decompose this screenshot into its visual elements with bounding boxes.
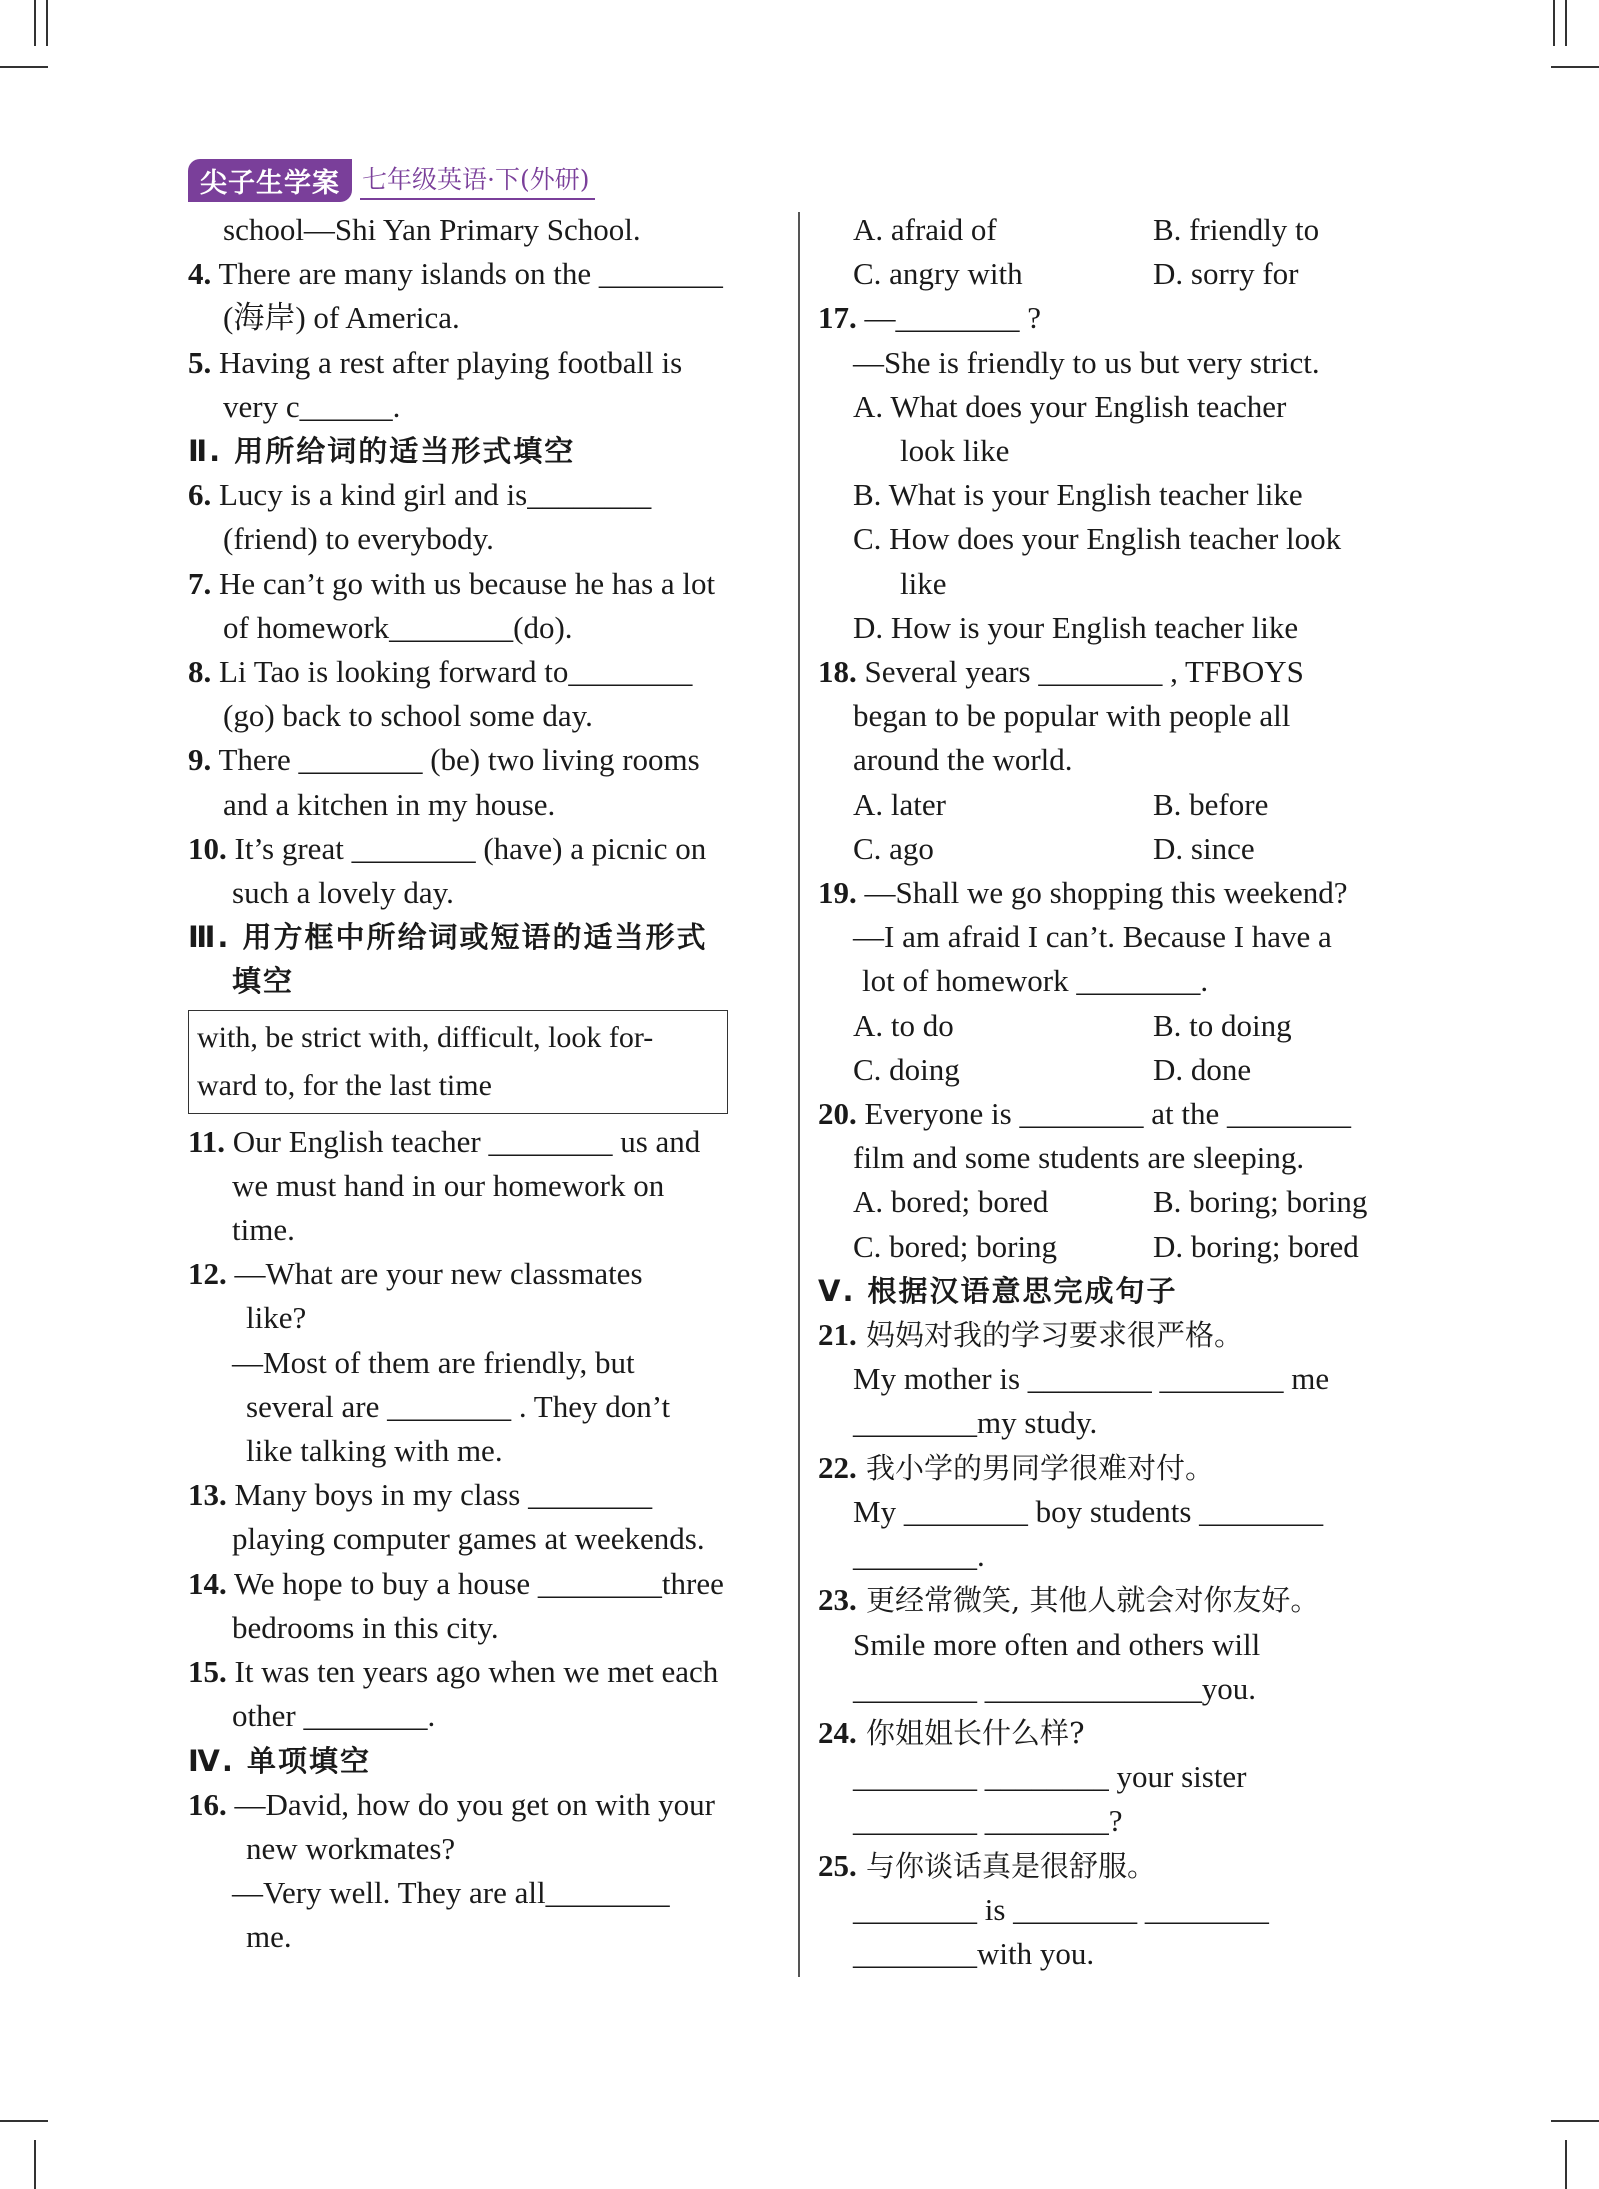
question-text: Several years ________ , TFBOYS bbox=[856, 654, 1304, 690]
question-line bbox=[818, 429, 1410, 473]
crop-mark bbox=[34, 0, 36, 46]
question-text: me. bbox=[246, 1919, 292, 1955]
question-text: —I am afraid I can’t. Because I have a bbox=[853, 919, 1332, 955]
question-text: A. What does your English teacher bbox=[853, 388, 1287, 424]
section-heading: Ⅴ. 根据汉语意思完成句子 bbox=[818, 1273, 1178, 1308]
question-number: 10. bbox=[188, 830, 227, 866]
answer-options bbox=[818, 783, 1410, 827]
question-text: He can’t go with us because he has a lot bbox=[211, 565, 716, 601]
question-line bbox=[188, 606, 780, 650]
option: B. friendly to bbox=[1153, 212, 1320, 247]
question-text: —Very well. They are all________ bbox=[232, 1875, 670, 1911]
question-line bbox=[188, 1827, 780, 1871]
question-line bbox=[188, 1164, 780, 1208]
question-text: new workmates? bbox=[246, 1830, 456, 1866]
question-line bbox=[188, 694, 780, 738]
question-text: and a kitchen in my house. bbox=[223, 786, 556, 822]
question-text: (friend) to everybody. bbox=[223, 521, 494, 557]
question-text: very c______. bbox=[223, 388, 401, 424]
option: A. afraid of bbox=[853, 212, 997, 247]
question bbox=[188, 738, 780, 782]
question-line bbox=[188, 1341, 780, 1385]
option: C. bored; boring bbox=[853, 1228, 1058, 1264]
section-heading: Ⅲ. 用方框中所给词或短语的适当形式 bbox=[188, 920, 708, 955]
question-number: 24. bbox=[818, 1714, 857, 1750]
question-number: 4. bbox=[188, 256, 212, 292]
question-line bbox=[818, 1357, 1410, 1401]
question bbox=[818, 650, 1410, 694]
question-line bbox=[818, 385, 1410, 429]
question-line bbox=[188, 1296, 780, 1340]
question bbox=[818, 1313, 1410, 1357]
question-line bbox=[818, 1799, 1410, 1843]
question-text: like? bbox=[246, 1300, 307, 1336]
question-line bbox=[188, 385, 780, 429]
crop-mark bbox=[1565, 2140, 1567, 2189]
question-line bbox=[818, 1136, 1410, 1180]
question bbox=[818, 871, 1410, 915]
book-subtitle: 七年级英语·下(外研) bbox=[360, 160, 595, 200]
question-text: such a lovely day. bbox=[232, 875, 454, 911]
question-text: time. bbox=[232, 1212, 295, 1248]
option: C. doing bbox=[853, 1051, 960, 1087]
answer-options bbox=[818, 1048, 1410, 1092]
question-line bbox=[818, 1755, 1410, 1799]
question-text: (海岸) of America. bbox=[223, 300, 460, 336]
option: A. later bbox=[853, 786, 946, 822]
question-number: 18. bbox=[818, 654, 857, 690]
question-text: playing computer games at weekends. bbox=[232, 1521, 705, 1557]
question bbox=[818, 1092, 1410, 1136]
question-text: —David, how do you get on with your bbox=[226, 1786, 715, 1822]
option: D. done bbox=[1153, 1051, 1252, 1087]
question-text: of homework________(do). bbox=[223, 609, 573, 645]
question-line bbox=[818, 694, 1410, 738]
question-text: Having a rest after playing football is bbox=[211, 344, 683, 380]
question-line bbox=[188, 517, 780, 561]
question-number: 6. bbox=[188, 477, 212, 513]
option: B. before bbox=[1153, 786, 1269, 822]
question bbox=[188, 1252, 780, 1296]
option: A. bored; bored bbox=[853, 1184, 1049, 1220]
question-line bbox=[818, 606, 1410, 650]
question-text: ________ ________? bbox=[853, 1803, 1123, 1839]
question-text: look like bbox=[900, 433, 1010, 469]
question-text: school—Shi Yan Primary School. bbox=[223, 212, 641, 247]
word-box bbox=[188, 1010, 728, 1114]
question-text: —Most of them are friendly, but bbox=[232, 1344, 635, 1380]
option: B. boring; boring bbox=[1153, 1184, 1368, 1220]
question-line bbox=[818, 1534, 1410, 1578]
question-text: Many boys in my class ________ bbox=[226, 1477, 653, 1513]
question bbox=[818, 1844, 1410, 1888]
section-heading: 填空 bbox=[232, 964, 295, 999]
question-line bbox=[188, 1385, 780, 1429]
question bbox=[188, 650, 780, 694]
answer-options bbox=[818, 252, 1410, 296]
question-number: 13. bbox=[188, 1477, 227, 1513]
answer-options bbox=[818, 1225, 1410, 1269]
question-line bbox=[818, 1401, 1410, 1445]
question-text: ________ ________ your sister bbox=[853, 1759, 1247, 1795]
question-number: 14. bbox=[188, 1565, 227, 1601]
question-text: around the world. bbox=[853, 742, 1073, 778]
question-line bbox=[818, 562, 1410, 606]
option: C. ago bbox=[853, 830, 934, 866]
question-number: 12. bbox=[188, 1256, 227, 1292]
option: C. angry with bbox=[853, 256, 1023, 292]
question-number: 23. bbox=[818, 1582, 857, 1618]
question-text: We hope to buy a house ________three bbox=[226, 1565, 724, 1601]
left-column bbox=[188, 208, 780, 1960]
crop-mark bbox=[46, 0, 48, 46]
question-text: we must hand in our homework on bbox=[232, 1167, 665, 1203]
crop-mark bbox=[0, 66, 48, 68]
option: D. boring; bored bbox=[1153, 1228, 1359, 1264]
question-text: Lucy is a kind girl and is________ bbox=[211, 477, 652, 513]
question-line bbox=[818, 473, 1410, 517]
question-text: —What are your new classmates bbox=[226, 1256, 643, 1292]
question-text: film and some students are sleeping. bbox=[853, 1140, 1305, 1176]
question-text: B. What is your English teacher like bbox=[853, 477, 1303, 513]
question-number: 16. bbox=[188, 1786, 227, 1822]
question-number: 7. bbox=[188, 565, 212, 601]
question-line bbox=[818, 1667, 1410, 1711]
question-text: ________ is ________ ________ bbox=[853, 1891, 1269, 1927]
question bbox=[188, 252, 780, 296]
question bbox=[188, 1473, 780, 1517]
question-text: lot of homework ________. bbox=[862, 963, 1209, 999]
question-text: —________ ? bbox=[856, 300, 1042, 336]
question-number: 25. bbox=[818, 1847, 857, 1883]
question-line bbox=[818, 1490, 1410, 1534]
question-line bbox=[188, 1429, 780, 1473]
question-text: like talking with me. bbox=[246, 1433, 503, 1469]
question-line bbox=[818, 1932, 1410, 1976]
right-column bbox=[818, 208, 1410, 1976]
question-number: 20. bbox=[818, 1096, 857, 1132]
question-text: 妈妈对我的学习要求很严格。 bbox=[856, 1318, 1243, 1353]
question-number: 9. bbox=[188, 742, 212, 778]
question-text: 你姐姐长什么样? bbox=[856, 1715, 1085, 1750]
crop-mark bbox=[1565, 0, 1567, 46]
question-line bbox=[188, 1915, 780, 1959]
question bbox=[188, 562, 780, 606]
question-number: 15. bbox=[188, 1654, 227, 1690]
question-text: There ________ (be) two living rooms bbox=[211, 742, 700, 778]
question-line bbox=[188, 1208, 780, 1252]
question-text: C. How does your English teacher look bbox=[853, 521, 1342, 557]
question-number: 17. bbox=[818, 300, 857, 336]
answer-options bbox=[818, 827, 1410, 871]
answer-options bbox=[818, 208, 1410, 252]
question-text: There are many islands on the ________ bbox=[211, 256, 723, 292]
question-line bbox=[188, 208, 780, 252]
question bbox=[188, 1120, 780, 1164]
question bbox=[818, 296, 1410, 340]
column-divider bbox=[798, 212, 800, 1977]
question-text: several are ________ . They don’t bbox=[246, 1388, 671, 1424]
question-text: —Shall we go shopping this weekend? bbox=[856, 875, 1348, 911]
question-line bbox=[818, 1623, 1410, 1667]
word-box-line: with, be strict with, difficult, look for- bbox=[197, 1020, 654, 1054]
question-line bbox=[188, 1694, 780, 1738]
option: B. to doing bbox=[1153, 1007, 1292, 1043]
page-header bbox=[188, 160, 595, 200]
question-number: 8. bbox=[188, 654, 212, 690]
question-line bbox=[818, 517, 1410, 561]
answer-options bbox=[818, 1180, 1410, 1224]
question-text: (go) back to school some day. bbox=[223, 698, 593, 734]
question-number: 22. bbox=[818, 1449, 857, 1485]
option: D. since bbox=[1153, 830, 1255, 866]
section-heading: Ⅱ. 用所给词的适当形式填空 bbox=[188, 434, 576, 469]
question bbox=[188, 1650, 780, 1694]
question-text: —She is friendly to us but very strict. bbox=[853, 344, 1320, 380]
crop-mark bbox=[34, 2140, 36, 2189]
question bbox=[188, 827, 780, 871]
question-line bbox=[188, 1871, 780, 1915]
crop-mark bbox=[0, 2120, 48, 2122]
question-text: Smile more often and others will bbox=[853, 1626, 1261, 1662]
question-line bbox=[818, 738, 1410, 782]
question bbox=[818, 1446, 1410, 1490]
question-line bbox=[818, 959, 1410, 1003]
question-text: began to be popular with people all bbox=[853, 698, 1291, 734]
question-text: bedrooms in this city. bbox=[232, 1609, 499, 1645]
section-heading: Ⅳ. 单项填空 bbox=[188, 1743, 371, 1778]
question-line bbox=[818, 915, 1410, 959]
question-text: ________. bbox=[853, 1538, 985, 1574]
question-text: My mother is ________ ________ me bbox=[853, 1361, 1330, 1397]
question-text: Li Tao is looking forward to________ bbox=[211, 654, 693, 690]
question-text: It’s great ________ (have) a picnic on bbox=[226, 830, 707, 866]
question-line bbox=[818, 1888, 1410, 1932]
question-line bbox=[818, 341, 1410, 385]
option: D. sorry for bbox=[1153, 256, 1299, 292]
question-text: ________ ______________you. bbox=[853, 1670, 1256, 1706]
question-text: Our English teacher ________ us and bbox=[225, 1123, 701, 1159]
question-text: like bbox=[900, 565, 947, 601]
question-text: Everyone is ________ at the ________ bbox=[856, 1096, 1351, 1132]
question-text: It was ten years ago when we met each bbox=[226, 1654, 719, 1690]
question-number: 19. bbox=[818, 875, 857, 911]
question-number: 21. bbox=[818, 1317, 857, 1353]
question-text: ________with you. bbox=[853, 1935, 1095, 1971]
question-line bbox=[188, 783, 780, 827]
word-box-line: ward to, for the last time bbox=[197, 1068, 492, 1102]
option: A. to do bbox=[853, 1007, 954, 1043]
brand-badge: 尖子生学案 bbox=[188, 159, 352, 202]
question bbox=[188, 473, 780, 517]
question-text: 与你谈话真是很舒服。 bbox=[856, 1848, 1156, 1883]
question-text: D. How is your English teacher like bbox=[853, 609, 1299, 645]
question bbox=[188, 1783, 780, 1827]
question-line bbox=[188, 1517, 780, 1561]
question-text: ________my study. bbox=[853, 1405, 1098, 1441]
question-text: 更经常微笑, 其他人就会对你友好。 bbox=[856, 1583, 1320, 1618]
question-number: 5. bbox=[188, 344, 212, 380]
question-text: My ________ boy students ________ bbox=[853, 1493, 1324, 1529]
question bbox=[188, 341, 780, 385]
question-line bbox=[188, 1606, 780, 1650]
question bbox=[818, 1578, 1410, 1622]
question-number: 11. bbox=[188, 1123, 226, 1159]
question-text: 我小学的男同学很难对付。 bbox=[856, 1450, 1214, 1485]
question-text: other ________. bbox=[232, 1698, 436, 1734]
question-line bbox=[188, 871, 780, 915]
crop-mark bbox=[1553, 0, 1555, 46]
crop-mark bbox=[1551, 2120, 1599, 2122]
question bbox=[818, 1711, 1410, 1755]
question-line bbox=[188, 296, 780, 340]
answer-options bbox=[818, 1004, 1410, 1048]
crop-mark bbox=[1551, 66, 1599, 68]
question bbox=[188, 1562, 780, 1606]
